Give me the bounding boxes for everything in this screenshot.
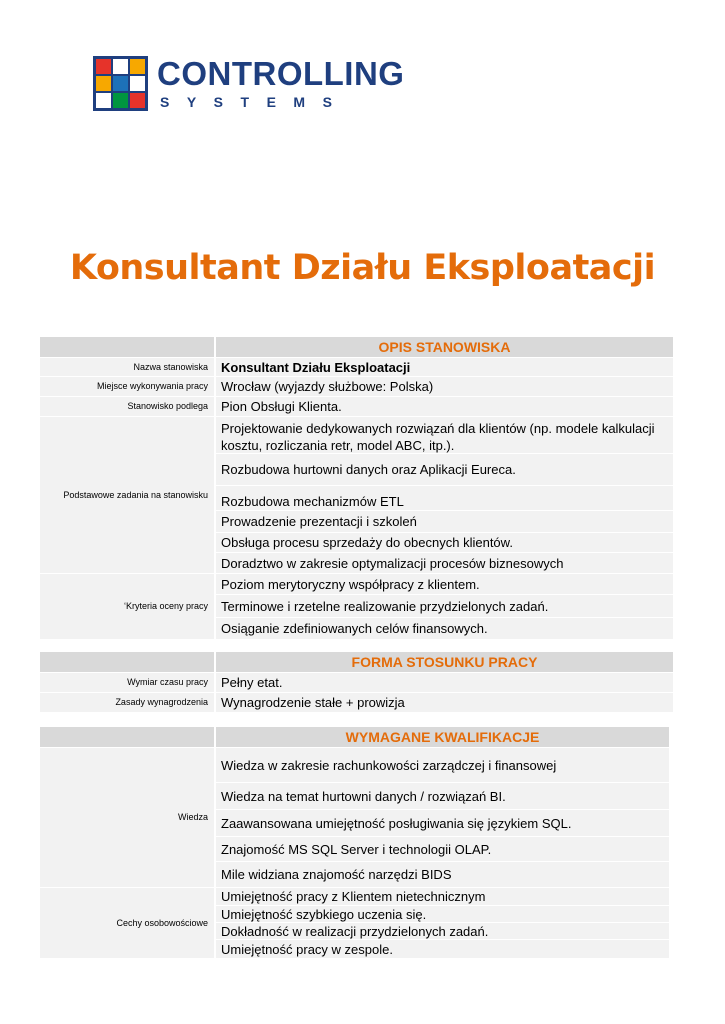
list-item: Umiejętność pracy z Klientem nietechnicznym (216, 888, 669, 906)
podlega-value: Pion Obsługi Klienta. (216, 397, 673, 416)
page-title: Konsultant Działu Eksploatacji (69, 248, 656, 288)
list-item: Obsługa procesu sprzedaży do obecnych klientów. (216, 533, 673, 553)
wiedza-group (40, 748, 669, 888)
table-row (40, 358, 673, 377)
list-item: Zaawansowana umiejętność posługiwania się językiem SQL. (216, 810, 669, 837)
list-item: Prowadzenie prezentacji i szkoleń (216, 511, 673, 533)
list-item: Mile widziana znajomość narzędzi BIDS (216, 862, 669, 887)
table-row (40, 397, 673, 417)
nazwa-label: Nazwa stanowiska (40, 358, 216, 376)
kwalifikacje-header-row (40, 727, 669, 748)
logo-text-systems: SYSTEMS (160, 94, 350, 110)
forma-stosunku-table (40, 652, 673, 712)
list-item: Rozbudowa hurtowni danych oraz Aplikacji Eureca. (216, 454, 673, 486)
logo-text-controlling: CONTROLLING (157, 55, 405, 92)
podlega-label: Stanowisko podlega (40, 397, 216, 416)
list-item: Wiedza w zakresie rachunkowości zarządczej i finansowej (216, 748, 669, 783)
kryteria-group (40, 574, 673, 639)
kryteria-label: ‘Kryteria oceny pracy (40, 574, 216, 639)
list-item: Terminowe i rzetelne realizowanie przydzielonych zadań. (216, 595, 673, 618)
zasady-label: Zasady wynagrodzenia (40, 693, 216, 712)
zadania-label: Podstawowe zadania na stanowisku (40, 417, 216, 573)
forma-header: FORMA STOSUNKU PRACY (216, 652, 673, 672)
table-row (40, 693, 673, 712)
table-row (40, 673, 673, 693)
list-item: Wiedza na temat hurtowni danych / rozwiązań BI. (216, 783, 669, 810)
kwalifikacje-header: WYMAGANE KWALIFIKACJE (216, 727, 669, 747)
nazwa-value: Konsultant Działu Eksploatacji (216, 358, 673, 376)
wymiar-label: Wymiar czasu pracy (40, 673, 216, 692)
table-row (40, 377, 673, 397)
list-item: Osiąganie zdefiniowanych celów finansowych. (216, 618, 673, 639)
list-item: Rozbudowa mechanizmów ETL (216, 486, 673, 511)
wymagane-kwalifikacje-table (40, 727, 669, 958)
miejsce-label: Miejsce wykonywania pracy (40, 377, 216, 396)
cechy-group (40, 888, 669, 958)
wiedza-label: Wiedza (40, 748, 216, 887)
wymiar-value: Pełny etat. (216, 673, 673, 692)
zadania-group (40, 417, 673, 574)
list-item: Umiejętność pracy w zespole. (216, 940, 669, 958)
list-item: Projektowanie dedykowanych rozwiązań dla klientów (np. modele kalkulacji kosztu, rozliczania retr, model ABC, itp.). (216, 417, 673, 454)
forma-header-row (40, 652, 673, 673)
list-item: Poziom merytoryczny współpracy z klientem. (216, 574, 673, 595)
list-item: Znajomość MS SQL Server i technologii OLAP. (216, 837, 669, 862)
opis-stanowiska-table (40, 337, 673, 639)
list-item: Dokładność w realizacji przydzielonych zadań. (216, 923, 669, 940)
list-item: Umiejętność szybkiego uczenia się. (216, 906, 669, 923)
opis-header-row (40, 337, 673, 358)
miejsce-value: Wrocław (wyjazdy służbowe: Polska) (216, 377, 673, 396)
cechy-label: Cechy osobowościowe (40, 888, 216, 958)
opis-header: OPIS STANOWISKA (216, 337, 673, 357)
company-logo (93, 56, 413, 114)
list-item: Doradztwo w zakresie optymalizacji procesów biznesowych (216, 553, 673, 573)
zasady-value: Wynagrodzenie stałe + prowizja (216, 693, 673, 712)
logo-mark-icon (93, 56, 148, 111)
